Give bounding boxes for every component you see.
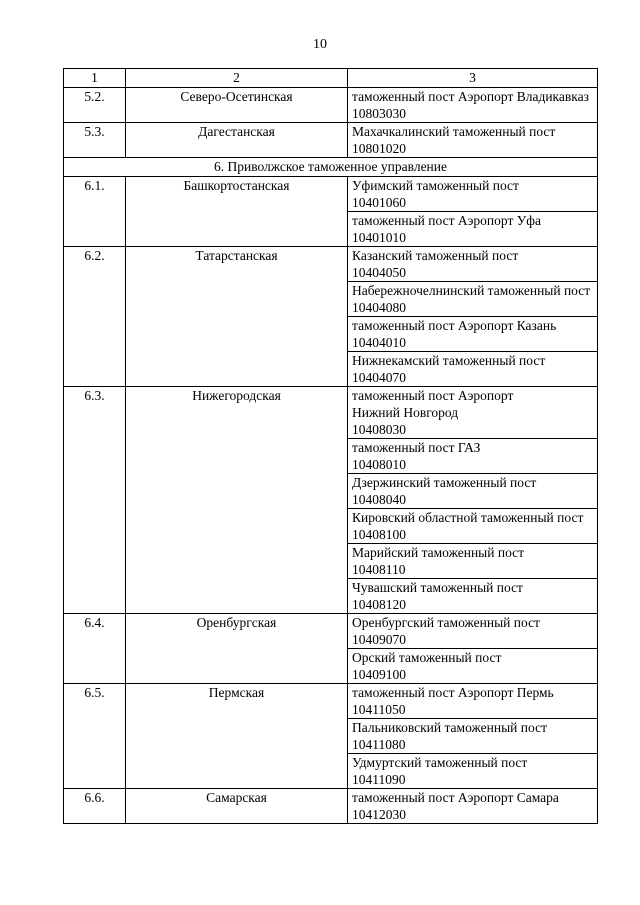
row-number: 6.2.	[64, 247, 126, 387]
post-name: Махачкалинский таможенный пост	[352, 124, 556, 139]
post-name: Пальниковский таможенный пост	[352, 720, 547, 735]
customs-post	[348, 387, 598, 439]
post-code: 10404070	[352, 370, 406, 385]
post-name: Кировский областной таможенный пост	[352, 510, 584, 525]
table-row	[64, 614, 598, 649]
customs-post	[348, 754, 598, 789]
post-name: Орский таможенный пост	[352, 650, 502, 665]
customs-post	[348, 474, 598, 509]
table-row	[64, 88, 598, 123]
customs-post	[348, 649, 598, 684]
table-row	[64, 387, 598, 439]
region-name: Нижегородская	[126, 387, 348, 614]
post-name: Оренбургский таможенный пост	[352, 615, 540, 630]
header-col-1: 1	[64, 69, 126, 88]
customs-post	[348, 282, 598, 317]
post-code: 10404050	[352, 265, 406, 280]
row-number: 6.1.	[64, 177, 126, 247]
header-col-3: 3	[348, 69, 598, 88]
customs-post	[348, 177, 598, 212]
customs-posts-table	[63, 68, 598, 824]
post-code: 10401010	[352, 230, 406, 245]
post-code: 10801020	[352, 141, 406, 156]
customs-post	[348, 684, 598, 719]
region-name: Пермская	[126, 684, 348, 789]
post-name: Марийский таможенный пост	[352, 545, 525, 560]
post-code: 10412030	[352, 807, 406, 822]
post-code: 10408100	[352, 527, 406, 542]
section-title: 6. Приволжское таможенное управление	[64, 158, 598, 177]
customs-post	[348, 123, 598, 158]
customs-post	[348, 317, 598, 352]
row-number: 6.4.	[64, 614, 126, 684]
post-code: 10408040	[352, 492, 406, 507]
post-code: 10803030	[352, 106, 406, 121]
row-number: 6.6.	[64, 789, 126, 824]
post-code: 10404010	[352, 335, 406, 350]
table-row	[64, 177, 598, 212]
customs-post	[348, 439, 598, 474]
region-name: Оренбургская	[126, 614, 348, 684]
post-name: таможенный пост Аэропорт Уфа	[352, 213, 542, 228]
row-number: 6.5.	[64, 684, 126, 789]
post-code: 10401060	[352, 195, 406, 210]
post-name: Уфимский таможенный пост	[352, 178, 519, 193]
customs-post	[348, 719, 598, 754]
region-name: Дагестанская	[126, 123, 348, 158]
row-number: 5.3.	[64, 123, 126, 158]
table-header-row	[64, 69, 598, 88]
post-name: таможенный пост Аэропорт Пермь	[352, 685, 554, 700]
header-col-2: 2	[126, 69, 348, 88]
customs-post	[348, 212, 598, 247]
post-code: 10411080	[352, 737, 406, 752]
post-code: 10408120	[352, 597, 406, 612]
post-code: 10411050	[352, 702, 406, 717]
post-code: 10411090	[352, 772, 406, 787]
post-code: 10409100	[352, 667, 406, 682]
post-name: Набережночелнинский таможенный пост	[352, 283, 591, 298]
customs-post	[348, 579, 598, 614]
table-row	[64, 247, 598, 282]
customs-post	[348, 509, 598, 544]
post-name: Нижнекамский таможенный пост	[352, 353, 546, 368]
region-name: Самарская	[126, 789, 348, 824]
post-code: 10408110	[352, 562, 406, 577]
customs-post	[348, 247, 598, 282]
post-name: Казанский таможенный пост	[352, 248, 519, 263]
customs-post	[348, 544, 598, 579]
table-row	[64, 789, 598, 824]
table-row	[64, 684, 598, 719]
page-number: 10	[313, 37, 327, 52]
customs-post	[348, 789, 598, 824]
customs-post	[348, 614, 598, 649]
post-name: таможенный пост Аэропорт	[352, 388, 514, 403]
row-number: 6.3.	[64, 387, 126, 614]
region-name: Татарстанская	[126, 247, 348, 387]
section-row	[64, 158, 598, 177]
row-number: 5.2.	[64, 88, 126, 123]
post-name: таможенный пост ГАЗ	[352, 440, 481, 455]
region-name: Башкортостанская	[126, 177, 348, 247]
post-code: 10404080	[352, 300, 406, 315]
post-name: Чувашский таможенный пост	[352, 580, 523, 595]
post-code: 10409070	[352, 632, 406, 647]
post-name: таможенный пост Аэропорт Владикавказ	[352, 89, 589, 104]
post-code: 10408030	[352, 422, 406, 437]
post-code: 10408010	[352, 457, 406, 472]
post-name: таможенный пост Аэропорт Казань	[352, 318, 557, 333]
region-name: Северо-Осетинская	[126, 88, 348, 123]
post-name: таможенный пост Аэропорт Самара	[352, 790, 559, 805]
customs-post	[348, 88, 598, 123]
customs-post	[348, 352, 598, 387]
post-name: Дзержинский таможенный пост	[352, 475, 537, 490]
post-name-line-2: Нижний Новгород	[352, 405, 459, 420]
table-row	[64, 123, 598, 158]
post-name: Удмуртский таможенный пост	[352, 755, 528, 770]
